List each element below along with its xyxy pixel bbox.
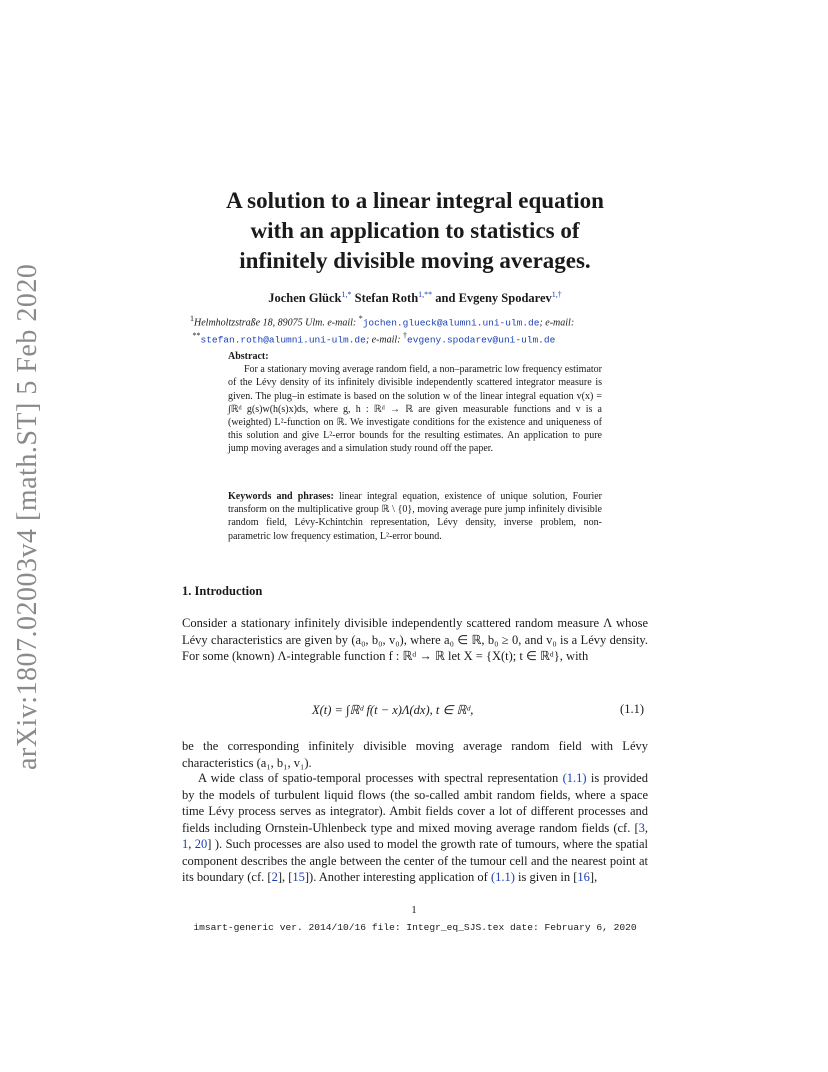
arxiv-sidebar — [8, 263, 48, 770]
paragraph-3 — [182, 770, 648, 886]
citation-link[interactable]: 16 — [577, 870, 590, 884]
email-2-marker: ** — [192, 331, 201, 341]
affiliation-address: Helmholtzstraße 18, 89075 Ulm. e-mail: — [194, 317, 357, 329]
keywords-text: linear integral equation, existence of unique solution, Fourier transform on the multiplicative group ℝ \ {0}, moving average pure jump infinitely divisible random field, Lévy-Kchintchin representation, Lévy density, inverse problem, non-parametric low frequency estimation, L²-error bound. — [228, 491, 603, 542]
equation-1-1 — [182, 700, 648, 732]
section-heading-introduction: 1. Introduction — [182, 584, 263, 598]
equation-ref-link[interactable]: (1.1) — [490, 870, 515, 884]
author-list — [170, 290, 660, 306]
author-conjunction: and — [435, 291, 456, 306]
affiliation-block — [190, 312, 650, 347]
email-separator-2: ; e-mail: — [365, 334, 401, 346]
email-3-link[interactable]: evgeny.spodarev@uni-ulm.de — [407, 334, 556, 346]
citation-link[interactable]: 1 — [182, 837, 189, 851]
email-2-link[interactable]: stefan.roth@alumni.uni-ulm.de — [200, 334, 366, 346]
p3-text-4: , — [188, 837, 195, 851]
author-2: Stefan Roth — [354, 291, 419, 306]
email-3-marker: † — [403, 331, 408, 341]
p3-text-2: is provided by the models of turbulent liquid flows (the so-called ambit random fields, where a space time Lévy process serves as integrator). Ambit fields cover a lot of different processes and fields including Ornstein-Uhlenbeck type and mixed moving average random fields (cf. [ — [182, 771, 648, 835]
author-2-affiliation-marker[interactable]: 1,** — [418, 290, 433, 299]
paper-title — [160, 186, 670, 276]
arxiv-identifier: arXiv:1807.02003v4 [math.ST] 5 Feb 2020 — [12, 263, 43, 770]
page-footer: imsart-generic ver. 2014/10/16 file: Integr_eq_SJS.tex date: February 6, 2020 — [193, 922, 637, 933]
p3-text-7: ]). Another interesting application of — [304, 870, 491, 884]
paragraph-2: be the corresponding infinitely divisible moving average random field with Lévy characteristics (a₁, b₁, v₁). — [182, 739, 648, 770]
author-3: Evgeny Spodarev — [458, 291, 552, 306]
equation-number: (1.1) — [620, 702, 644, 716]
p3-text-3: , — [644, 820, 648, 835]
author-3-affiliation-marker[interactable]: 1,† — [551, 290, 562, 299]
email-1-link[interactable]: jochen.glueck@alumni.uni-ulm.de — [362, 317, 540, 329]
paragraph-1: Consider a stationary infinitely divisible independently scattered random measure Λ whose Lévy characteristics are given by (a₀, b₀, v₀), where a₀ ∈ ℝ, b₀ ≥ 0, and v₀ is a Lévy density. For some (known) Λ-integrable function f : ℝᵈ → ℝ let X = {X(t); t ∈ ℝᵈ}, with — [182, 616, 648, 663]
page-number: 1 — [411, 904, 417, 916]
p3-text-6: ], [ — [277, 870, 293, 884]
citation-link[interactable]: 3 — [638, 820, 645, 835]
p3-text-5: ] ). Such processes are also used to model the growth rate of tumours, where the spatial component describes the angle between the center of the tumour cell and the nearest point at its boundary (cf. [ — [182, 837, 648, 884]
equation-ref-link[interactable]: (1.1) — [562, 771, 587, 785]
affiliation-number: 1 — [190, 314, 194, 323]
title-line-2: with an application to statistics of — [250, 218, 580, 243]
abstract — [228, 350, 602, 456]
p3-text-1: A wide class of spatio-temporal processes with spectral representation — [198, 771, 563, 785]
citation-link[interactable]: 20 — [194, 837, 208, 851]
title-line-1: A solution to a linear integral equation — [226, 188, 604, 213]
keywords-heading: Keywords and phrases: — [228, 491, 334, 502]
author-1: Jochen Glück — [268, 291, 342, 306]
email-separator-1: ; e-mail: — [539, 317, 575, 329]
title-line-3: infinitely divisible moving averages. — [239, 248, 591, 273]
keywords — [228, 490, 602, 543]
equation-body: X(t) = ∫ℝᵈ f(t − x)Λ(dx), t ∈ ℝᵈ, — [312, 703, 474, 717]
citation-link[interactable]: 2 — [271, 870, 278, 884]
p3-text-8: is given in [ — [514, 870, 578, 884]
author-1-affiliation-marker[interactable]: 1,* — [341, 290, 352, 299]
abstract-text: For a stationary moving average random field, a non–parametric low frequency estimator of the Lévy density of its infinitely divisible independently scattered integrator measure is given. The plug–in estimate is based on the solution w of the linear integral equation v(x) = ∫ℝᵈ g(s)w(h(s)x)ds, where g, h : ℝᵈ → ℝ are given measurable functions and v is a (weighted) L²-function on ℝ. We investigate conditions for the existence and uniqueness of this solution and give L²-error bounds for the resulting estimates. An application to pure jump moving averages and a simulation study round off the paper. — [228, 364, 602, 455]
citation-link[interactable]: 15 — [292, 870, 305, 884]
abstract-heading: Abstract: — [228, 351, 269, 362]
p3-text-9: ], — [589, 870, 598, 884]
email-1-marker: * — [358, 314, 363, 323]
